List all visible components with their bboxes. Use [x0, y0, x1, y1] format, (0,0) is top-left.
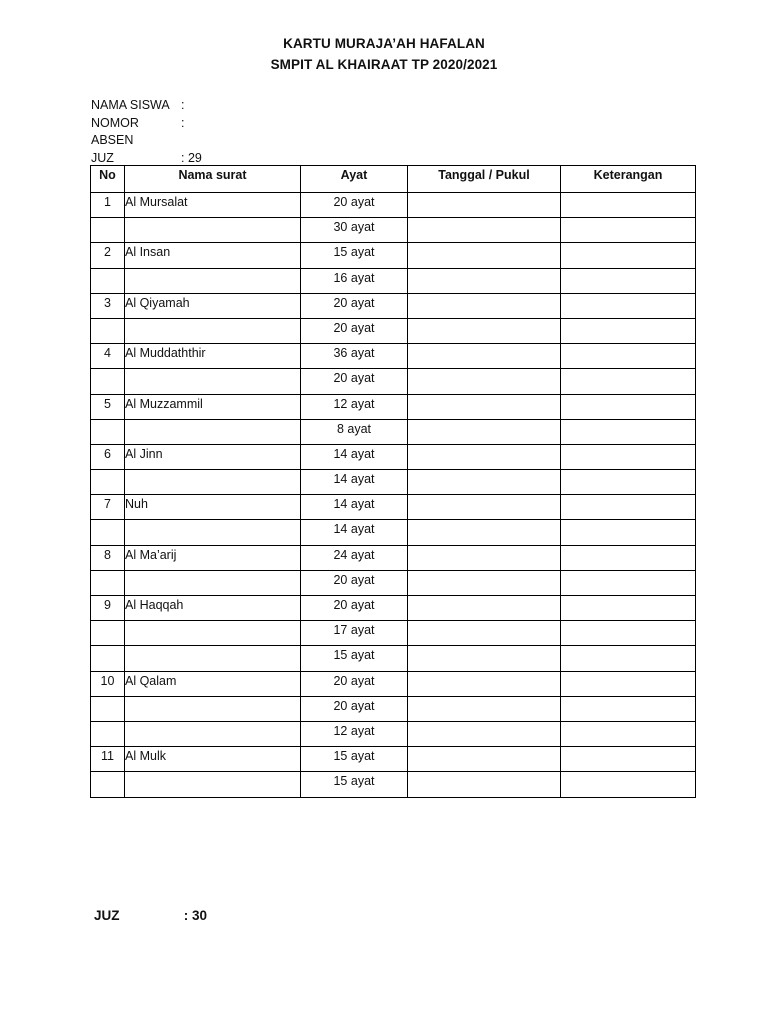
cell-ayat: 36 ayat: [301, 344, 408, 369]
cell-no: [91, 369, 125, 394]
cell-no: 3: [91, 293, 125, 318]
table-row: [91, 721, 696, 746]
cell-keterangan: [561, 495, 696, 520]
cell-ayat: 12 ayat: [301, 394, 408, 419]
cell-ayat: 20 ayat: [301, 318, 408, 343]
document-subtitle: SMPIT AL KHAIRAAT TP 2020/2021: [270, 57, 498, 72]
table-row: [91, 293, 696, 318]
cell-nama-surat: [125, 721, 301, 746]
student-info: [91, 97, 202, 167]
table-body: [91, 193, 696, 798]
cell-tanggal-pukul: [408, 495, 561, 520]
cell-no: [91, 772, 125, 797]
table-row: [91, 344, 696, 369]
cell-nama-surat: Al Mulk: [125, 747, 301, 772]
table-row: [91, 318, 696, 343]
cell-nama-surat: [125, 696, 301, 721]
cell-keterangan: [561, 772, 696, 797]
table-row: [91, 671, 696, 696]
table-row: [91, 268, 696, 293]
table-row: [91, 545, 696, 570]
cell-nama-surat: [125, 218, 301, 243]
cell-no: 9: [91, 596, 125, 621]
cell-keterangan: [561, 671, 696, 696]
cell-ayat: 20 ayat: [301, 193, 408, 218]
cell-tanggal-pukul: [408, 520, 561, 545]
nomor-absen-label: NOMOR ABSEN: [91, 115, 139, 147]
juz-label: JUZ: [91, 150, 114, 165]
cell-no: 4: [91, 344, 125, 369]
cell-no: [91, 470, 125, 495]
nama-siswa-value: :: [181, 98, 185, 112]
cell-keterangan: [561, 646, 696, 671]
table-row: [91, 419, 696, 444]
juz-value: : 29: [181, 150, 202, 165]
cell-no: [91, 721, 125, 746]
table-row: [91, 646, 696, 671]
cell-keterangan: [561, 243, 696, 268]
juz-30-label: JUZ: [94, 908, 120, 923]
document-title: KARTU MURAJA’AH HAFALAN: [283, 36, 485, 51]
hafalan-table: [90, 165, 696, 798]
cell-ayat: 14 ayat: [301, 470, 408, 495]
cell-keterangan: [561, 268, 696, 293]
cell-no: [91, 268, 125, 293]
cell-tanggal-pukul: [408, 419, 561, 444]
cell-nama-surat: Al Insan: [125, 243, 301, 268]
column-header-tanggal-pukul: Tanggal / Pukul: [408, 166, 561, 193]
cell-tanggal-pukul: [408, 596, 561, 621]
cell-tanggal-pukul: [408, 671, 561, 696]
cell-tanggal-pukul: [408, 545, 561, 570]
cell-no: 6: [91, 444, 125, 469]
cell-ayat: 17 ayat: [301, 621, 408, 646]
cell-ayat: 15 ayat: [301, 646, 408, 671]
table-row: [91, 570, 696, 595]
cell-ayat: 20 ayat: [301, 293, 408, 318]
cell-ayat: 14 ayat: [301, 495, 408, 520]
cell-no: 10: [91, 671, 125, 696]
cell-tanggal-pukul: [408, 318, 561, 343]
column-header-ayat: Ayat: [301, 166, 408, 193]
juz-30-value: : 30: [183, 908, 208, 923]
cell-nama-surat: [125, 318, 301, 343]
cell-nama-surat: Al Jinn: [125, 444, 301, 469]
cell-tanggal-pukul: [408, 243, 561, 268]
table-row: [91, 218, 696, 243]
nomor-absen-value: :: [181, 115, 185, 130]
cell-nama-surat: [125, 369, 301, 394]
table-row: [91, 596, 696, 621]
cell-nama-surat: [125, 570, 301, 595]
cell-tanggal-pukul: [408, 747, 561, 772]
cell-keterangan: [561, 470, 696, 495]
cell-nama-surat: [125, 419, 301, 444]
cell-ayat: 15 ayat: [301, 243, 408, 268]
cell-tanggal-pukul: [408, 218, 561, 243]
cell-no: 11: [91, 747, 125, 772]
cell-no: [91, 520, 125, 545]
cell-keterangan: [561, 621, 696, 646]
cell-no: [91, 621, 125, 646]
cell-nama-surat: Al Ma’arij: [125, 545, 301, 570]
cell-keterangan: [561, 218, 696, 243]
cell-keterangan: [561, 193, 696, 218]
cell-no: 2: [91, 243, 125, 268]
cell-ayat: 15 ayat: [301, 747, 408, 772]
table-row: [91, 772, 696, 797]
table-row: [91, 394, 696, 419]
table-row: [91, 621, 696, 646]
cell-tanggal-pukul: [408, 621, 561, 646]
table-row: [91, 369, 696, 394]
juz-30-heading: [94, 908, 207, 923]
column-header-no: No: [91, 166, 125, 193]
table-header-row: [91, 166, 696, 193]
cell-tanggal-pukul: [408, 470, 561, 495]
cell-tanggal-pukul: [408, 344, 561, 369]
cell-ayat: 20 ayat: [301, 369, 408, 394]
cell-no: [91, 570, 125, 595]
cell-tanggal-pukul: [408, 268, 561, 293]
cell-nama-surat: Al Qiyamah: [125, 293, 301, 318]
cell-nama-surat: Nuh: [125, 495, 301, 520]
cell-keterangan: [561, 721, 696, 746]
cell-ayat: 12 ayat: [301, 721, 408, 746]
cell-keterangan: [561, 520, 696, 545]
table-row: [91, 696, 696, 721]
nomor-absen-row: [91, 115, 202, 150]
cell-ayat: 14 ayat: [301, 520, 408, 545]
cell-tanggal-pukul: [408, 696, 561, 721]
cell-ayat: 20 ayat: [301, 696, 408, 721]
cell-nama-surat: Al Muddaththir: [125, 344, 301, 369]
table-row: [91, 520, 696, 545]
table-row: [91, 193, 696, 218]
column-header-keterangan: Keterangan: [561, 166, 696, 193]
cell-nama-surat: [125, 268, 301, 293]
cell-nama-surat: [125, 772, 301, 797]
cell-nama-surat: [125, 470, 301, 495]
cell-no: [91, 218, 125, 243]
cell-keterangan: [561, 747, 696, 772]
cell-tanggal-pukul: [408, 193, 561, 218]
cell-ayat: 20 ayat: [301, 596, 408, 621]
cell-keterangan: [561, 545, 696, 570]
cell-no: 8: [91, 545, 125, 570]
cell-keterangan: [561, 344, 696, 369]
cell-tanggal-pukul: [408, 293, 561, 318]
table-row: [91, 444, 696, 469]
cell-tanggal-pukul: [408, 444, 561, 469]
table-row: [91, 747, 696, 772]
cell-ayat: 20 ayat: [301, 570, 408, 595]
cell-ayat: 24 ayat: [301, 545, 408, 570]
cell-nama-surat: Al Mursalat: [125, 193, 301, 218]
table-row: [91, 470, 696, 495]
cell-tanggal-pukul: [408, 721, 561, 746]
cell-no: [91, 696, 125, 721]
cell-no: 7: [91, 495, 125, 520]
cell-no: [91, 646, 125, 671]
cell-ayat: 20 ayat: [301, 671, 408, 696]
cell-keterangan: [561, 419, 696, 444]
table-row: [91, 243, 696, 268]
cell-keterangan: [561, 596, 696, 621]
cell-nama-surat: [125, 621, 301, 646]
cell-keterangan: [561, 444, 696, 469]
cell-nama-surat: [125, 520, 301, 545]
cell-ayat: 14 ayat: [301, 444, 408, 469]
cell-tanggal-pukul: [408, 772, 561, 797]
cell-nama-surat: Al Qalam: [125, 671, 301, 696]
cell-keterangan: [561, 293, 696, 318]
table-row: [91, 495, 696, 520]
cell-ayat: 8 ayat: [301, 419, 408, 444]
cell-keterangan: [561, 369, 696, 394]
cell-ayat: 16 ayat: [301, 268, 408, 293]
cell-keterangan: [561, 696, 696, 721]
cell-ayat: 15 ayat: [301, 772, 408, 797]
nama-siswa-row: [91, 97, 202, 115]
cell-tanggal-pukul: [408, 369, 561, 394]
cell-tanggal-pukul: [408, 394, 561, 419]
cell-no: 1: [91, 193, 125, 218]
cell-ayat: 30 ayat: [301, 218, 408, 243]
cell-keterangan: [561, 570, 696, 595]
cell-tanggal-pukul: [408, 570, 561, 595]
cell-nama-surat: Al Muzzammil: [125, 394, 301, 419]
column-header-nama-surat: Nama surat: [125, 166, 301, 193]
nama-siswa-label: NAMA SISWA: [91, 98, 170, 112]
cell-no: 5: [91, 394, 125, 419]
cell-nama-surat: [125, 646, 301, 671]
cell-keterangan: [561, 318, 696, 343]
cell-tanggal-pukul: [408, 646, 561, 671]
cell-keterangan: [561, 394, 696, 419]
cell-no: [91, 419, 125, 444]
cell-no: [91, 318, 125, 343]
cell-nama-surat: Al Haqqah: [125, 596, 301, 621]
